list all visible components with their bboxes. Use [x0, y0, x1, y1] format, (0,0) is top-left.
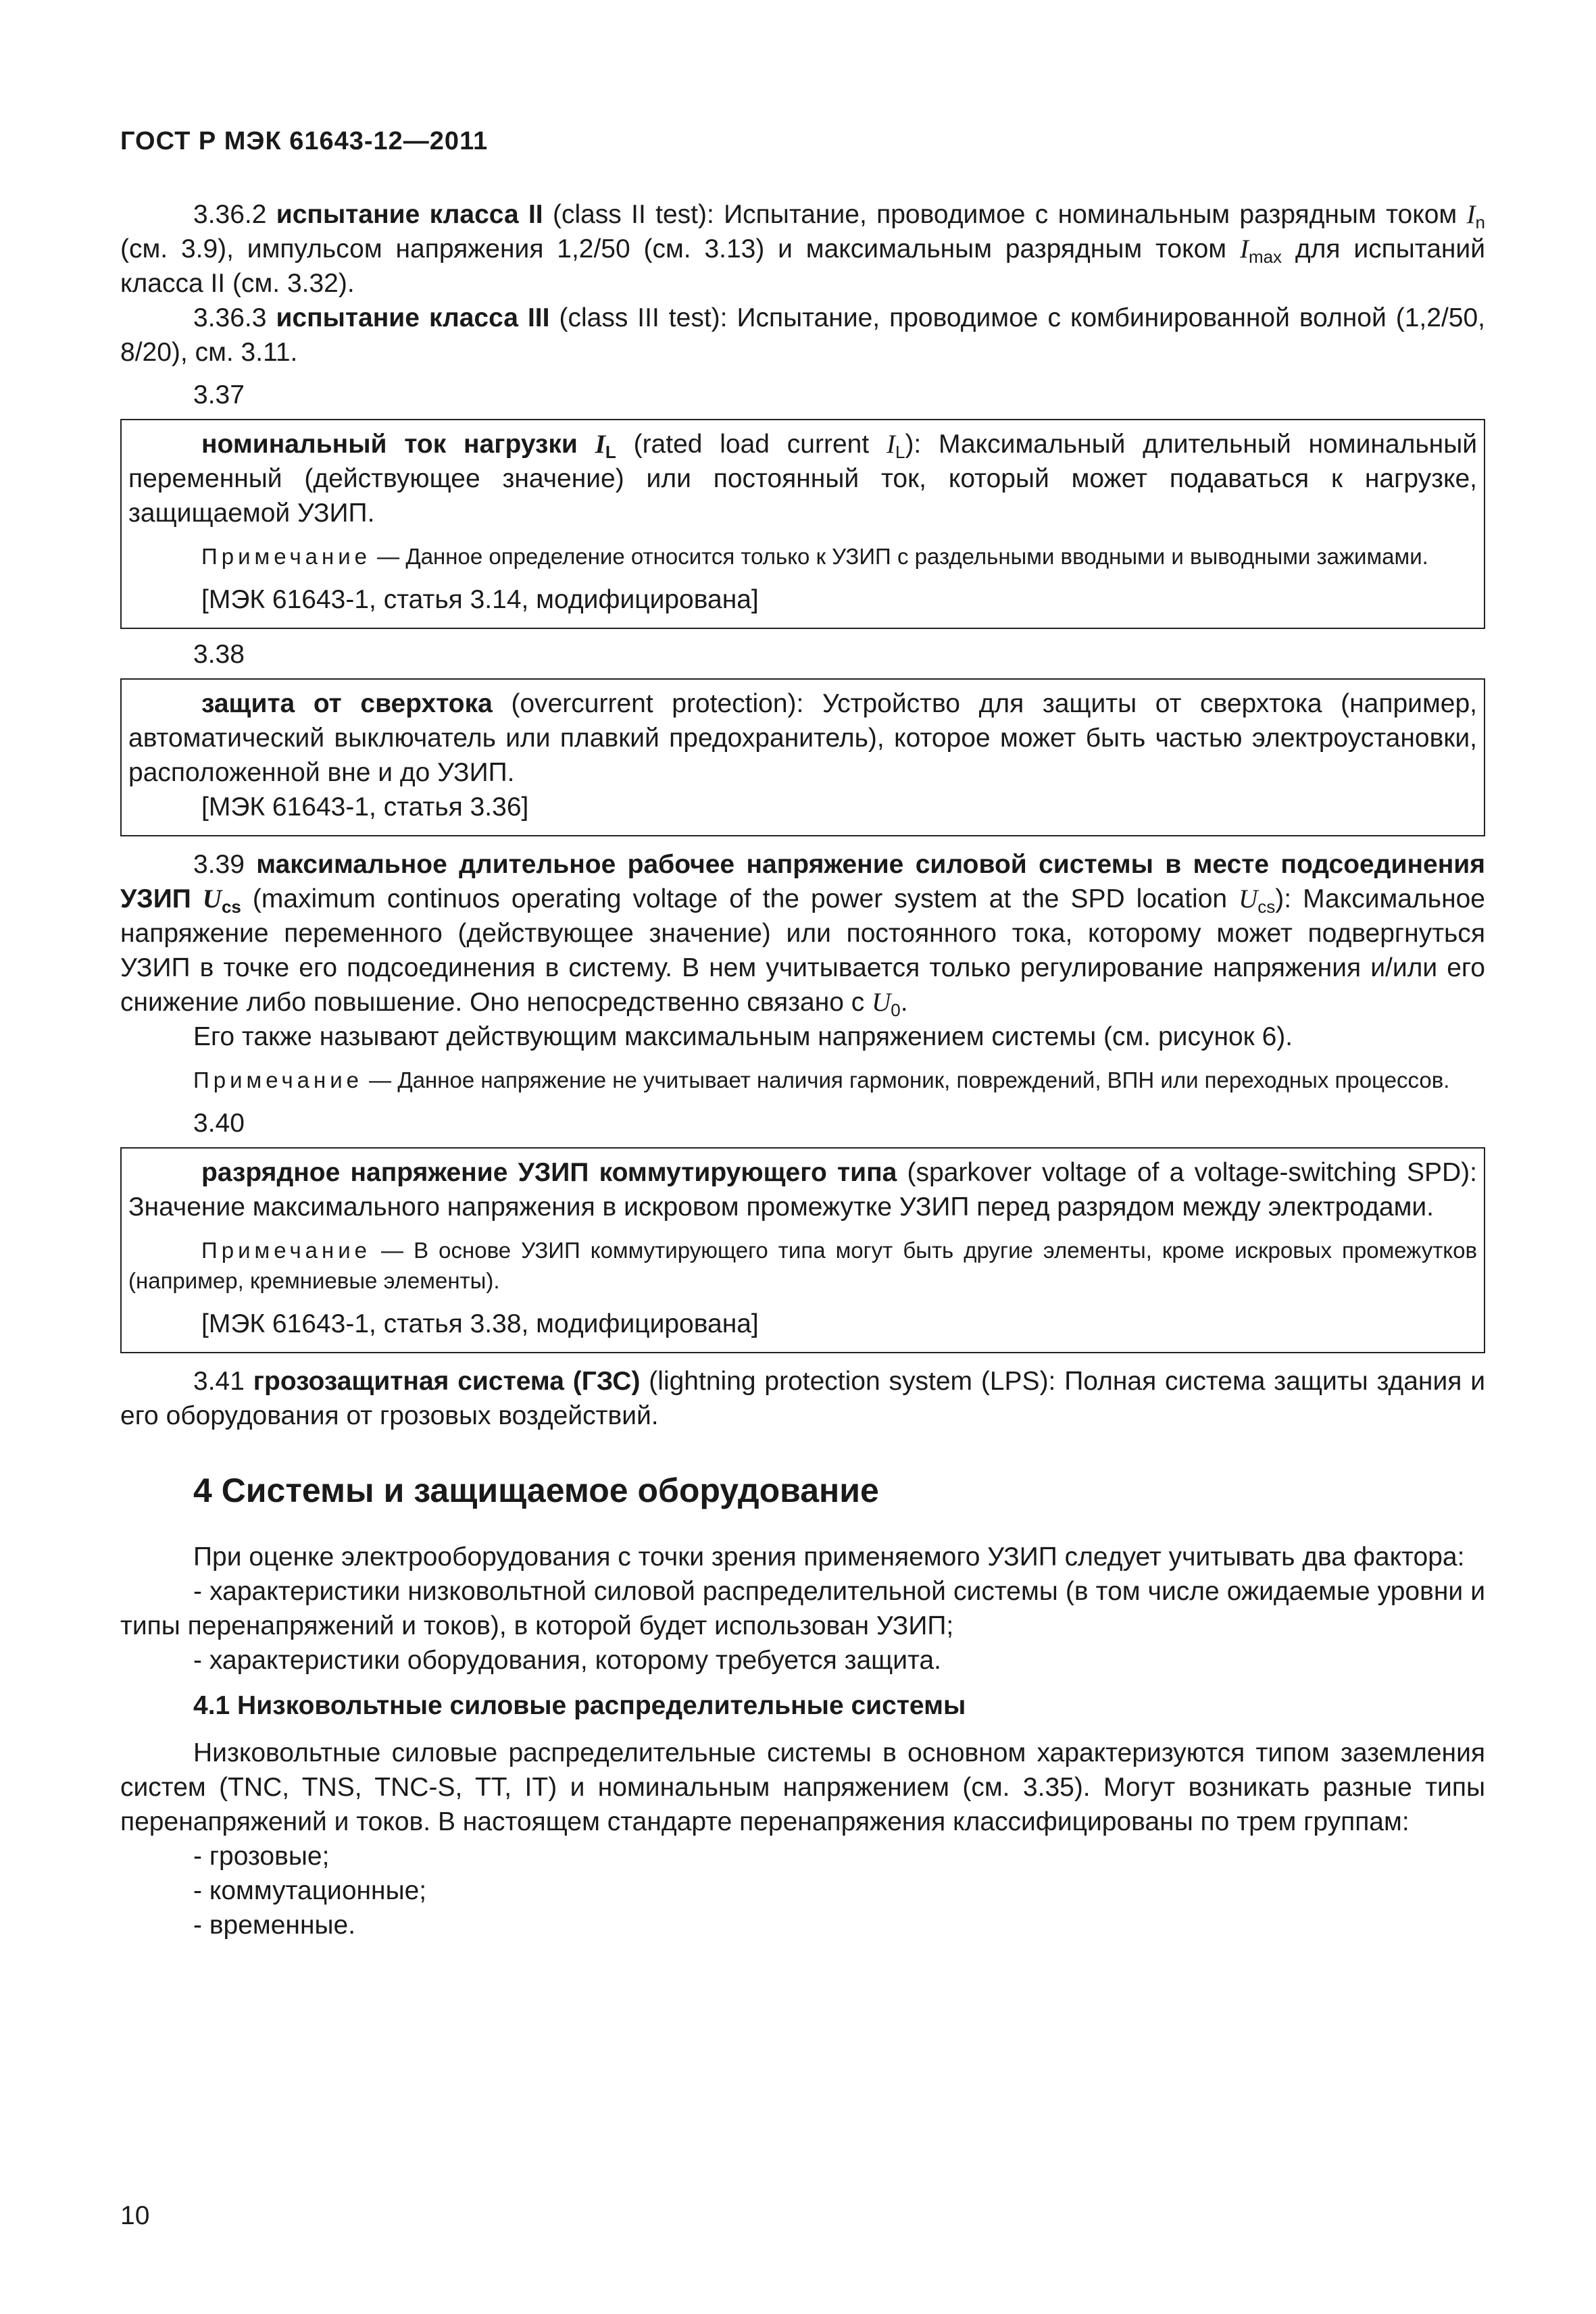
list-item: - грозовые; — [193, 1842, 330, 1871]
section-4-item-1: - характеристики низковольтной силовой распределительной системы (в том числе ожидаемые уровни и типы перенапряжений и токов), в которой будет использован УЗИП; — [120, 1577, 1485, 1640]
section-4-heading: 4 Системы и защищаемое оборудование — [193, 1472, 879, 1509]
reference: [МЭК 61643-1, статья 3.38, модифицирована] — [201, 1309, 759, 1338]
clause-3-39-para2: Его также называют действующим максимальным напряжением системы (см. рисунок 6). — [193, 1022, 1293, 1051]
document-page — [120, 0, 1485, 2314]
term: испытание класса II — [276, 200, 543, 229]
list-item: - временные. — [193, 1911, 356, 1940]
page-number: 10 — [120, 2201, 150, 2230]
note: Примечание — В основе УЗИП коммутирующего типа могут быть другие элементы, кроме искровых промежутков (например, кремниевые элементы). — [128, 1238, 1477, 1293]
clause-3-36-3: 3.36.3 испытание класса III (class III test): Испытание, проводимое с комбинированной волной (1,2/50, 8/20), см. 3.11. — [120, 303, 1485, 367]
section-4-1-heading: 4.1 Низковольтные силовые распределительные системы — [193, 1691, 966, 1720]
section-4-1-text: Низковольтные силовые распределительные системы в основном характеризуются типом заземления систем (TNC, TNS, TNC-S, TT, IT) и номинальным напряжением (см. 3.35). Могут возникать разные типы перенапряжений и токов. В настоящем стандарте перенапряжения классифицированы по трем группам: — [120, 1738, 1485, 1836]
reference: [МЭК 61643-1, статья 3.36] — [201, 793, 529, 822]
definition-box-3-37 — [120, 419, 1485, 629]
document-body — [120, 197, 1485, 1942]
term: испытание класса III — [276, 303, 550, 332]
list-item: - коммутационные; — [193, 1876, 427, 1905]
document-header: ГОСТ Р МЭК 61643-12—2011 — [120, 127, 489, 155]
note: Примечание — Данное определение относится только к УЗИП с раздельными вводными и выводными зажимами. — [201, 544, 1428, 569]
clause-number-3-40: 3.40 — [193, 1109, 245, 1138]
section-4-item-2: - характеристики оборудования, которому требуется защита. — [193, 1646, 942, 1675]
definition-text: номинальный ток нагрузки $I_L$ (rated load current $I_L$): Максимальный длительный номинальный переменный (действующее значение) или постоянный ток, который может подаваться к нагрузке, защищаемой УЗИП. — [128, 430, 1478, 528]
clause-number-3-37: 3.37 — [193, 380, 245, 409]
note-3-39: Примечание — Данное напряжение не учитывает наличия гармоник, повреждений, ВПН или переходных процессов. — [193, 1067, 1450, 1092]
clause-3-39: 3.39 максимальное длительное рабочее напряжение силовой системы в месте подсоединения УЗИП $U_{cs}$ (maximum continuos operating voltage of the power system at the SPD location $U_{cs}$): Максимальное напряжение переменного (действующее значение) или постоянного тока, которому может подвергнуться УЗИП в точке его подсоединения в систему. В нем учитывается только регулирование напряжения и/или его снижение либо повышение. Оно непосредственно связано с $U_0$. — [120, 850, 1485, 1020]
definition-text: защита от сверхтока (overcurrent protection): Устройство для защиты от сверхтока (например, автоматический выключатель или плавкий предохранитель), которое может быть частью электроустановки, расположенной вне и до УЗИП. — [128, 689, 1477, 787]
definition-box-3-38 — [120, 678, 1485, 836]
reference: [МЭК 61643-1, статья 3.14, модифицирована] — [201, 585, 759, 614]
clause-number-3-38: 3.38 — [193, 640, 245, 669]
section-4-intro: При оценке электрооборудования с точки зрения применяемого УЗИП следует учитывать два фактора: — [193, 1542, 1465, 1571]
clause-3-36-2: 3.36.2 испытание класса II (class II test): Испытание, проводимое с номинальным разрядным током $I_n$ (см. 3.9), импульсом напряжения 1,2/50 (см. 3.13) и максимальным разрядным током $I_{max}$ для испытаний класса II (см. 3.32). — [120, 200, 1485, 298]
definition-text: разрядное напряжение УЗИП коммутирующего типа (sparkover voltage of a voltage-switching SPD): Значение максимального напряжения в искровом промежутке УЗИП перед разрядом между электродами. — [128, 1158, 1477, 1222]
definition-box-3-40 — [120, 1147, 1485, 1353]
clause-3-41: 3.41 грозозащитная система (ГЗС) (lightning protection system (LPS): Полная система защиты здания и его оборудования от грозовых воздействий. — [120, 1367, 1485, 1430]
